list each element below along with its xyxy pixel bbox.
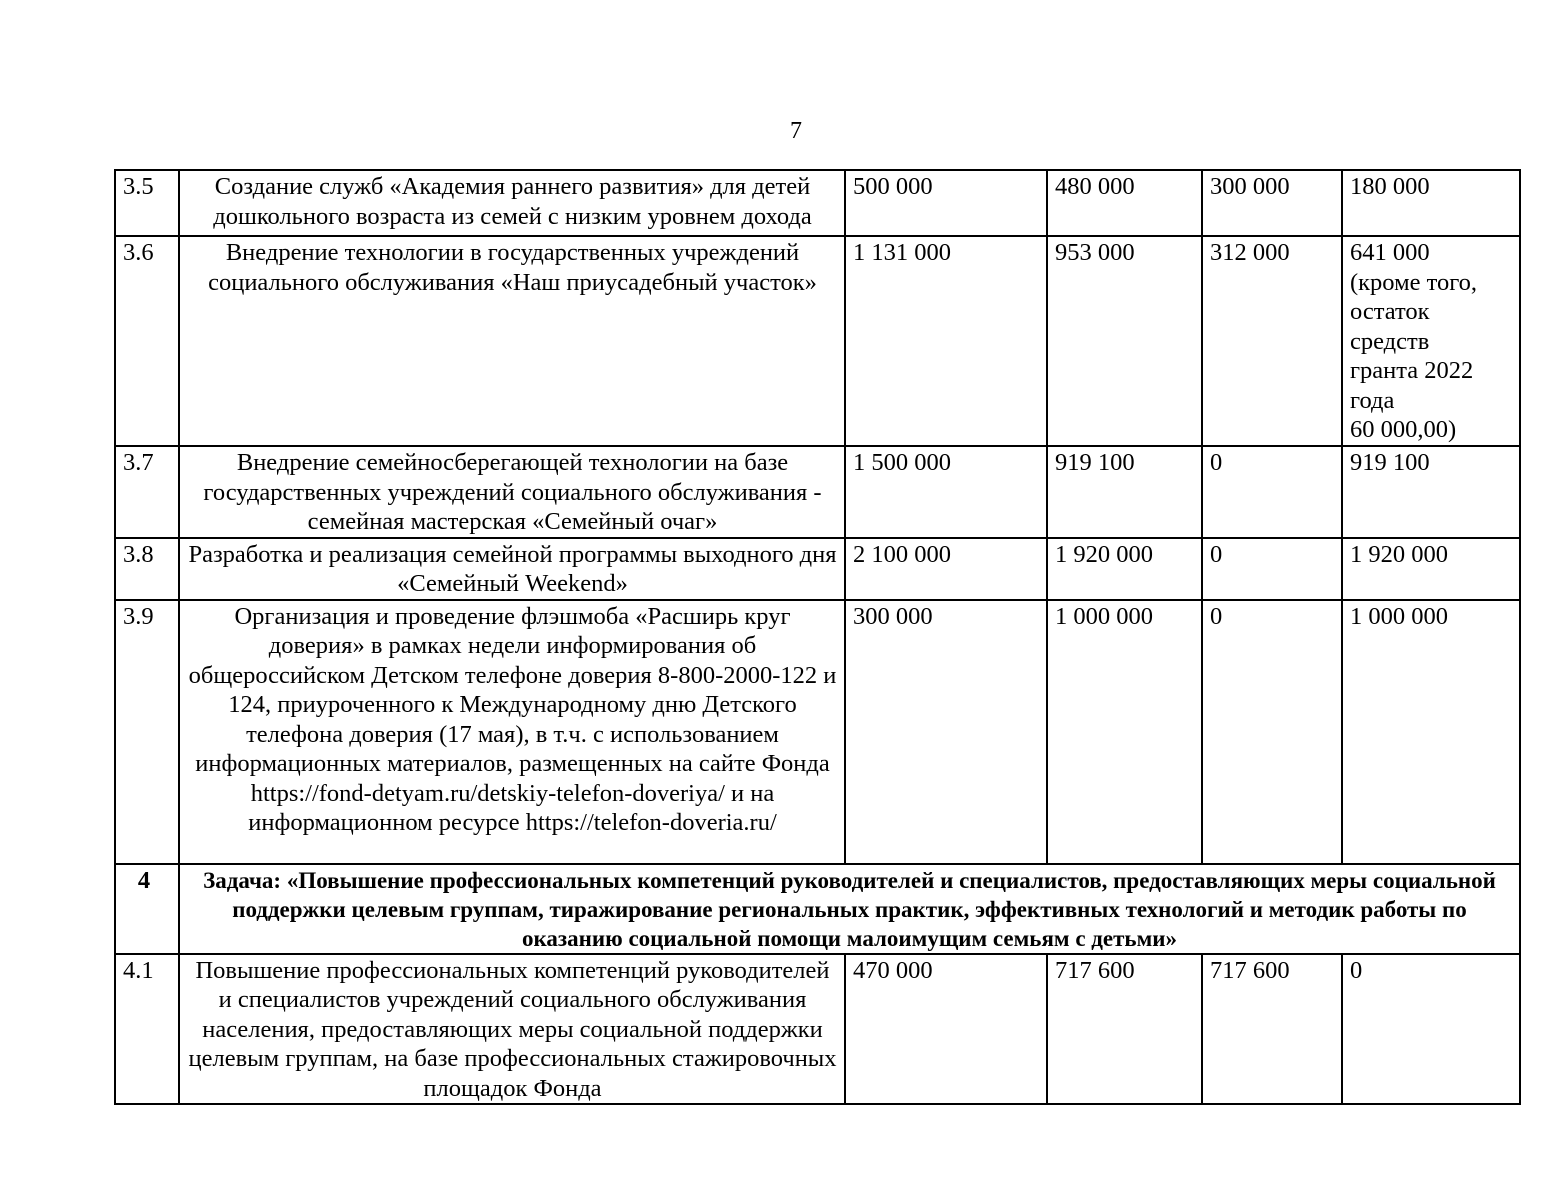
row-number: 3.7 xyxy=(115,446,179,538)
row-number: 4.1 xyxy=(115,954,179,1105)
row-number: 3.6 xyxy=(115,236,179,446)
row-value-2: 1 920 000 xyxy=(1047,538,1202,600)
row-value-1: 300 000 xyxy=(845,600,1047,864)
table-row xyxy=(115,236,1520,446)
table-row xyxy=(115,538,1520,600)
row-value-4: 919 100 xyxy=(1342,446,1520,538)
row-name: Внедрение технологии в государственных учреждений социального обслуживания «Наш приусадебный участок» xyxy=(179,236,845,446)
row-value-4: 641 000 (кроме того, остаток средств гранта 2022 года 60 000,00) xyxy=(1342,236,1520,446)
row-name: Организация и проведение флэшмоба «Расширь круг доверия» в рамках недели информирования об общероссийском Детском телефоне доверия 8-800-2000-122 и 124, приуроченного к Международному дню Детского телефона доверия (17 мая), в т.ч. с использованием информационных материалов, размещенных на сайте Фонда https://fond-detyam.ru/detskiy-telefon-doveriya/ и на информационном ресурсе https://telefon-doveria.ru/ xyxy=(179,600,845,864)
row-value-4: 180 000 xyxy=(1342,170,1520,236)
row-value-1: 470 000 xyxy=(845,954,1047,1105)
row-number: 3.9 xyxy=(115,600,179,864)
row-value-3: 300 000 xyxy=(1202,170,1342,236)
row-value-3: 717 600 xyxy=(1202,954,1342,1105)
table-row xyxy=(115,600,1520,864)
row-value-1: 500 000 xyxy=(845,170,1047,236)
task-description: Задача: «Повышение профессиональных компетенций руководителей и специалистов, предоставляющих меры социальной поддержки целевым группам, тиражирование региональных практик, эффективных технологий и методик работы по оказанию социальной помощи малоимущим семьям с детьми» xyxy=(179,864,1520,954)
row-value-3: 0 xyxy=(1202,446,1342,538)
task-number: 4 xyxy=(115,864,179,954)
row-value-3: 0 xyxy=(1202,600,1342,864)
table-row xyxy=(115,954,1520,1105)
row-number: 3.5 xyxy=(115,170,179,236)
row-value-4: 1 920 000 xyxy=(1342,538,1520,600)
row-value-1: 1 500 000 xyxy=(845,446,1047,538)
row-name: Внедрение семейносберегающей технологии на базе государственных учреждений социального обслуживания - семейная мастерская «Семейный очаг» xyxy=(179,446,845,538)
row-name: Повышение профессиональных компетенций руководителей и специалистов учреждений социального обслуживания населения, предоставляющих меры социальной поддержки целевым группам, на базе профессиональных стажировочных площадок Фонда xyxy=(179,954,845,1105)
table-row xyxy=(115,170,1520,236)
row-value-1: 1 131 000 xyxy=(845,236,1047,446)
row-number: 3.8 xyxy=(115,538,179,600)
task-row xyxy=(115,864,1520,954)
row-value-3: 312 000 xyxy=(1202,236,1342,446)
row-value-4: 0 xyxy=(1342,954,1520,1105)
row-value-2: 717 600 xyxy=(1047,954,1202,1105)
row-value-2: 1 000 000 xyxy=(1047,600,1202,864)
row-name: Разработка и реализация семейной программы выходного дня «Семейный Weekend» xyxy=(179,538,845,600)
row-value-2: 953 000 xyxy=(1047,236,1202,446)
row-name: Создание служб «Академия раннего развития» для детей дошкольного возраста из семей с низким уровнем дохода xyxy=(179,170,845,236)
page-number: 7 xyxy=(790,118,802,144)
row-value-4: 1 000 000 xyxy=(1342,600,1520,864)
row-value-1: 2 100 000 xyxy=(845,538,1047,600)
row-value-3: 0 xyxy=(1202,538,1342,600)
row-value-2: 480 000 xyxy=(1047,170,1202,236)
table-row xyxy=(115,446,1520,538)
row-value-2: 919 100 xyxy=(1047,446,1202,538)
budget-table xyxy=(114,169,1521,1105)
